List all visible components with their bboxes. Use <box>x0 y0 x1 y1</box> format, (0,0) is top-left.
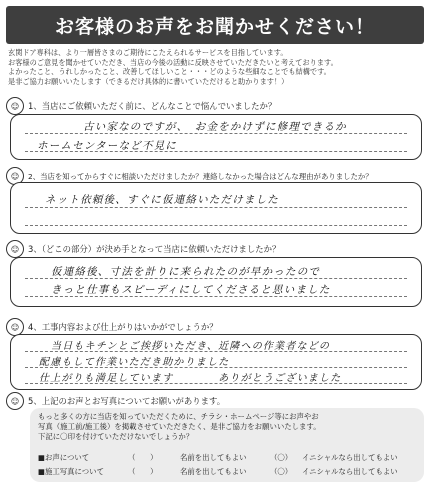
person-icon: ☺ <box>6 318 24 336</box>
consent-option-name: 名前を出してもよい <box>180 453 247 462</box>
intro-line: 玄関ドア専科は、より一層皆さまのご期待にこたえられるサービスを目指しています。 <box>8 48 288 57</box>
answer-box-2 <box>10 182 422 234</box>
consent-option-initial: イニシャルなら出してもよい <box>302 453 398 462</box>
person-icon: ☺ <box>6 240 24 258</box>
intro-line: よかったこと、うれしかったこと、改善してほしいこと・・・どのような些細なことでも結構です。 <box>8 67 331 77</box>
handwritten-answer: 当日もキチンとご挨拶いただき、近隣への作業者などの <box>51 341 331 352</box>
handwritten-answer: ネット依頼後、すぐに仮連絡いただけました <box>45 194 279 206</box>
handwritten-answer: 仮連絡後、寸法を計りに来られたのが早かったので <box>51 266 321 278</box>
question-label: 4、工事内容および仕上がりはいかがでしょうか？ <box>28 322 218 332</box>
consent-blank[interactable]: （ ） <box>128 467 158 476</box>
person-icon: ☺ <box>6 392 24 410</box>
page-title-banner <box>6 6 424 44</box>
intro-text <box>8 48 424 86</box>
consent-option-initial: イニシャルなら出してもよい <box>302 467 398 476</box>
person-icon: ☺ <box>6 97 24 115</box>
person-icon: ☺ <box>6 167 24 185</box>
consent-request-text <box>38 412 418 442</box>
handwritten-answer: 仕上がりも満足しています ありがとうございました <box>39 373 342 384</box>
request-line: 下記に〇印を付けていただけないでしょうか？ <box>38 432 194 441</box>
consent-label: ■施工写真について <box>38 467 104 476</box>
consent-option-name: 名前を出してもよい <box>180 467 247 476</box>
intro-line: お客様のご意見を聞かせていただき、当店の今後の活動に反映させていただきたいと考えております。 <box>8 57 338 67</box>
consent-blank[interactable]: （ ） <box>128 453 158 462</box>
request-line: 写真（施工前/施工後）を掲載させていただきたく、是非ご協力をお願いいたします。 <box>38 422 321 431</box>
question-1 <box>6 97 276 115</box>
request-line: もっと多くの方に当店を知っていただくために、チラシ・ホームページ等にお声やお <box>38 412 319 421</box>
question-label: 1、当店にご依頼いただく前に、どんなことで悩んでいましたか？ <box>28 101 277 111</box>
question-label: 5、上記のお声とお写真についてお願いがあります。 <box>28 396 226 406</box>
handwritten-answer: きっと仕事もスピーディにしてくださると思いました <box>51 284 331 296</box>
consent-panel <box>30 408 424 482</box>
consent-label: ■お声について <box>38 453 90 462</box>
consent-circle[interactable]: （〇） <box>270 453 293 462</box>
handwritten-answer: 配慮もして作業いただき助かりました <box>39 357 230 368</box>
answer-box-4 <box>10 334 422 390</box>
handwritten-answer: 古い家なのですが、 お金をかけずに修理できるか <box>83 121 347 133</box>
page-title: お客様のお声をお聞かせください！ <box>54 15 375 38</box>
consent-circle[interactable]: （〇） <box>270 467 293 476</box>
question-3 <box>6 240 280 258</box>
answer-box-3 <box>10 257 422 307</box>
handwritten-answer: ホームセンターなど不見に <box>37 140 177 152</box>
question-label: 3、（どこの部分）が決め手となって当店に依頼いただけましたか？ <box>28 244 281 254</box>
intro-line: 是非ご協力お願いいたします（できるだけ具体的に書いていただけると助かります！） <box>8 76 289 86</box>
answer-box-1 <box>10 114 422 160</box>
question-label: 2、当店を知ってからすぐに相談いただけましたか？連絡しなかった場合はどんな理由がありましたか？ <box>28 171 373 181</box>
